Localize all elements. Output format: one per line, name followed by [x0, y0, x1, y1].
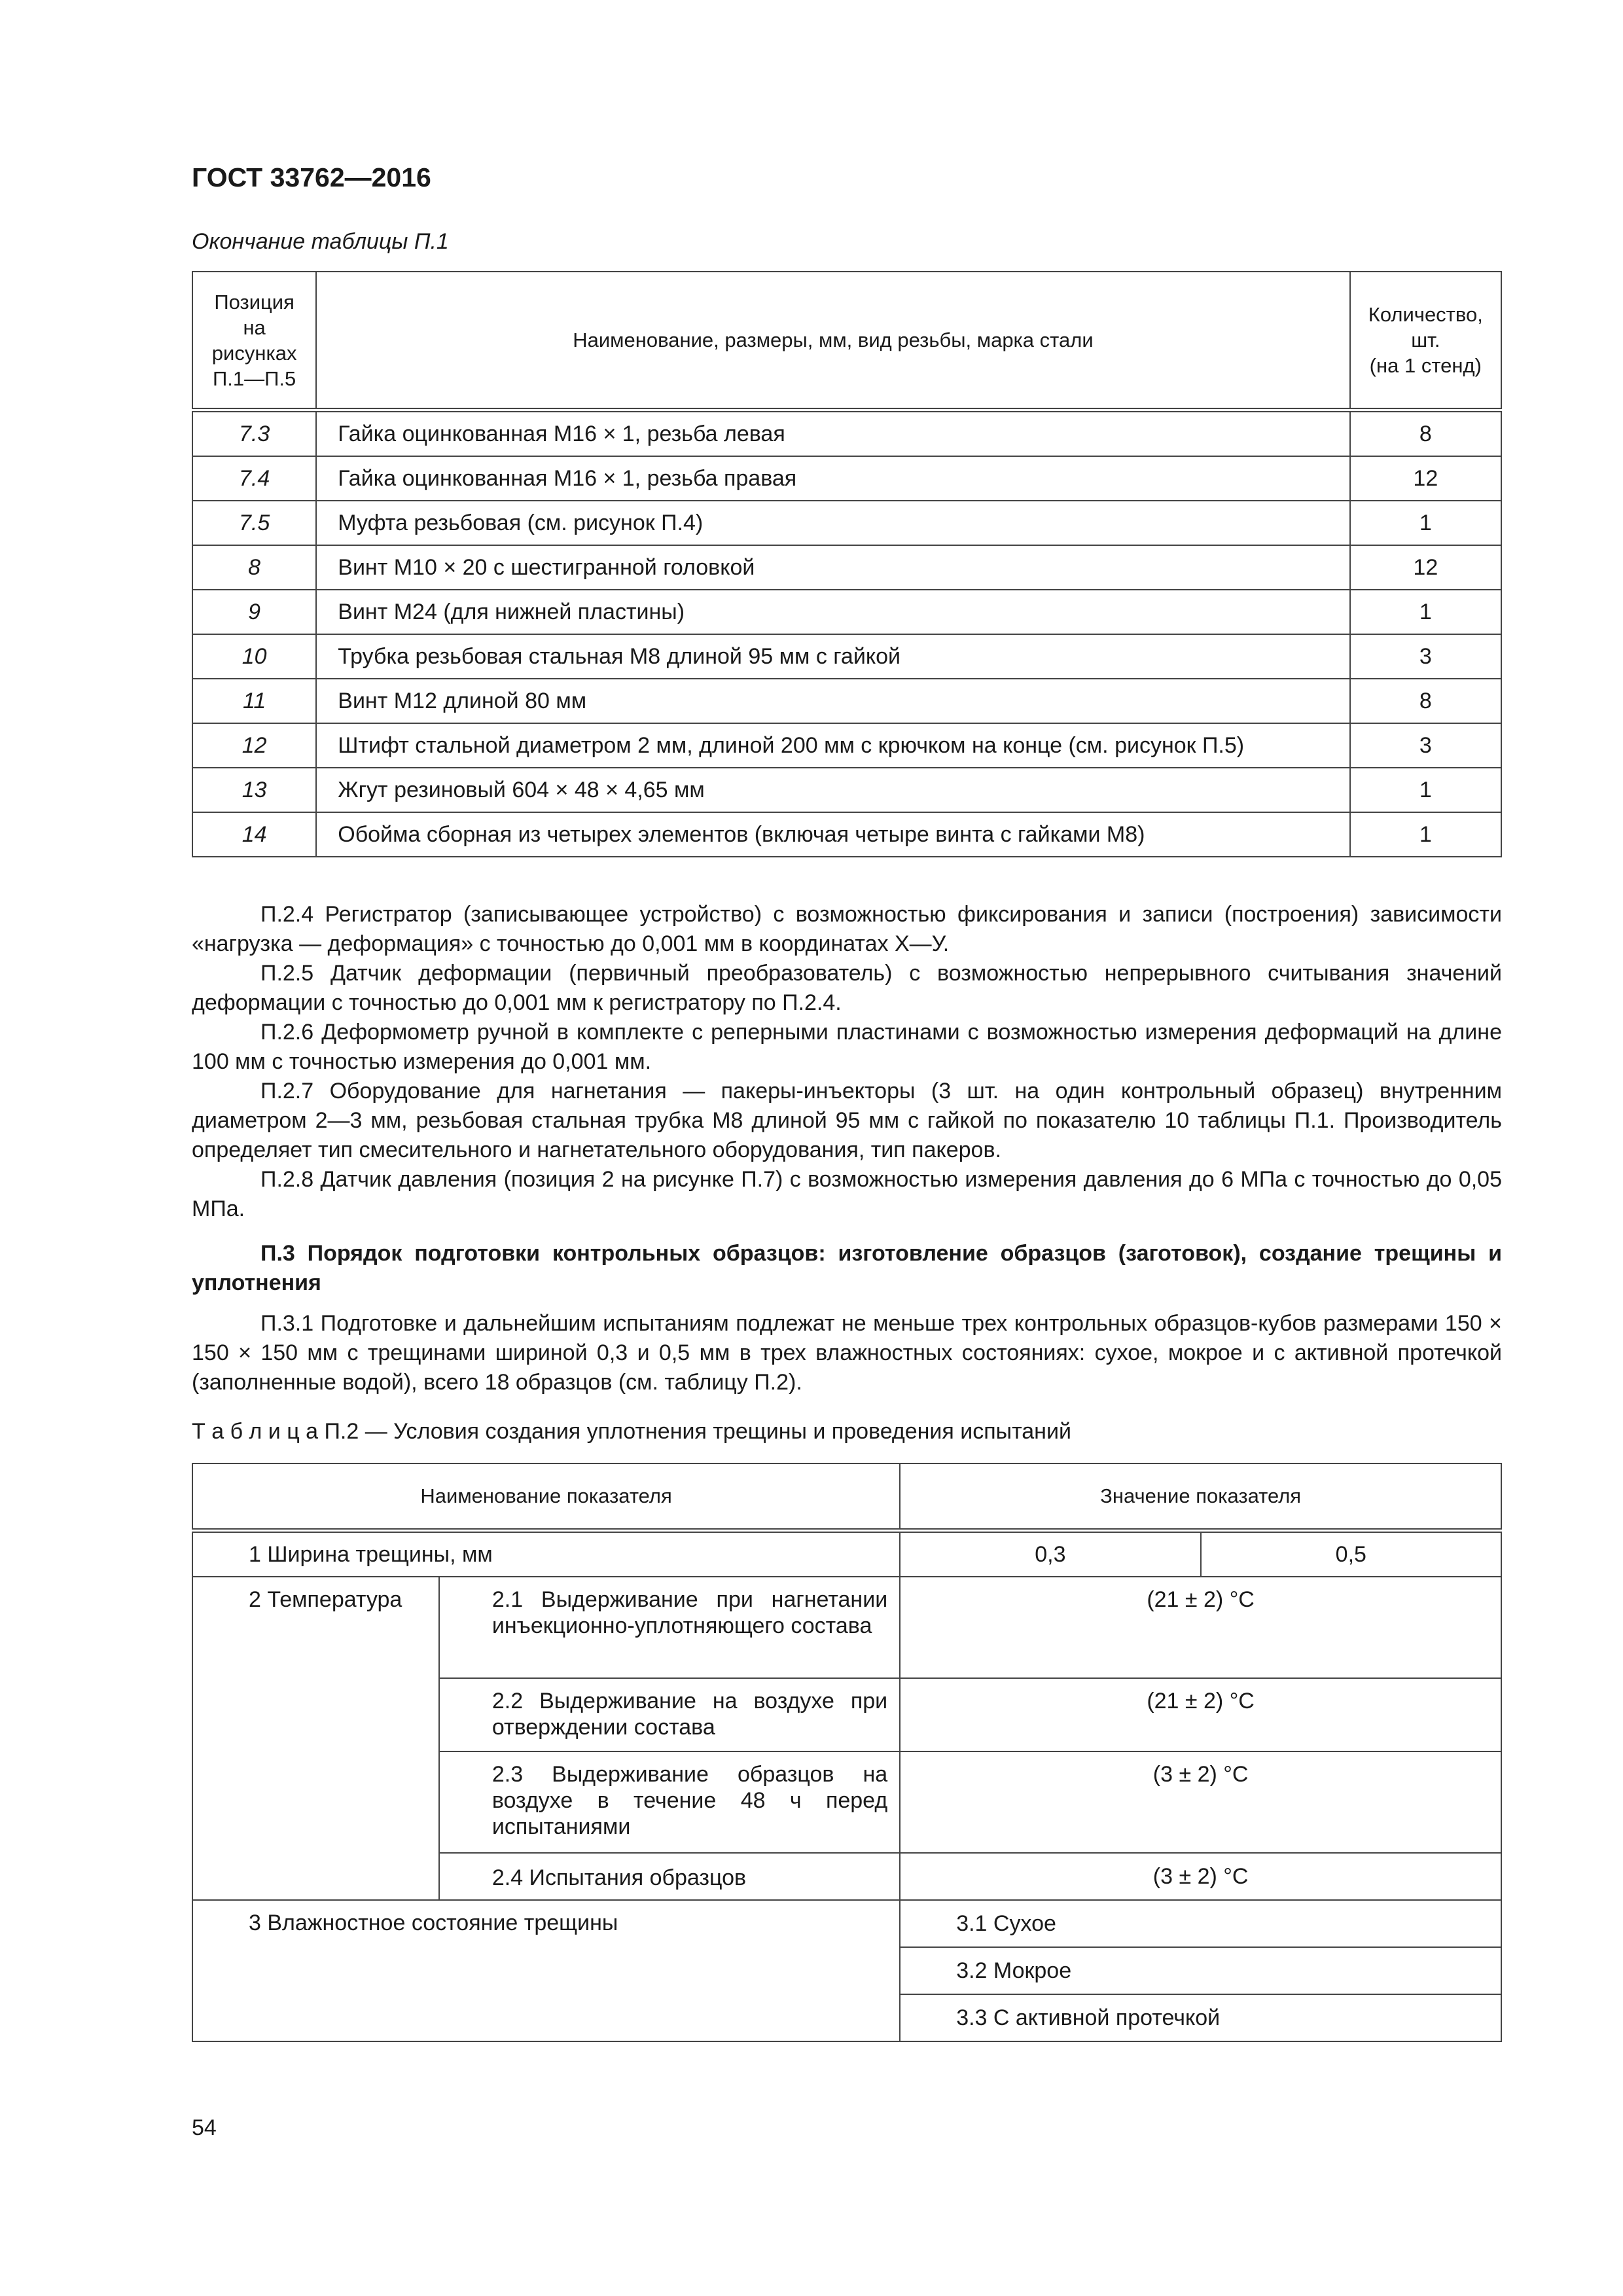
paragraph-p2-7	[192, 1077, 1502, 1165]
parts-table	[192, 271, 1502, 857]
row-position: 13	[192, 768, 316, 812]
table-row	[192, 410, 1501, 457]
table-row	[192, 1900, 1501, 1947]
row-value: 0,5	[1201, 1531, 1501, 1577]
header-indicator: Наименование показателя	[192, 1463, 900, 1531]
row-quantity: 1	[1350, 501, 1501, 545]
paragraph-text: П.2.5 Датчик деформации (первичный преобразователь) с возможностью непрерывного считывания значений деформации с точностью до 0,001 мм к регистратору по П.2.4.	[192, 961, 1502, 1015]
row-position: 10	[192, 634, 316, 679]
row-label: 1 Ширина трещины, мм	[192, 1531, 900, 1577]
row-name: Трубка резьбовая стальная М8 длиной 95 мм с гайкой	[316, 634, 1349, 679]
table-row	[192, 768, 1501, 812]
table-header-row	[192, 1463, 1501, 1531]
paragraph-text: П.2.6 Деформометр ручной в комплекте с реперными пластинами с возможностью измерения деформаций на длине 100 мм с точностью измерения до 0,001 мм.	[192, 1020, 1502, 1074]
header-position-line: П.1—П.5	[212, 367, 296, 390]
row-position: 7.4	[192, 456, 316, 501]
row-quantity: 1	[1350, 590, 1501, 634]
header-value: Значение показателя	[900, 1463, 1501, 1531]
header-position-line: рисунках	[211, 341, 297, 365]
row-position: 12	[192, 723, 316, 768]
row-value: (21 ± 2) °C	[900, 1577, 1501, 1678]
row-position: 11	[192, 679, 316, 723]
table-row	[192, 723, 1501, 768]
table-row	[192, 679, 1501, 723]
row-name: Муфта резьбовая (см. рисунок П.4)	[316, 501, 1349, 545]
sub-row-label: 2.3 Выдерживание образцов на воздухе в течение 48 ч перед испытаниями	[439, 1751, 900, 1853]
section-heading-text: П.3 Порядок подготовки контрольных образцов: изготовление образцов (заготовок), создание трещины и уплотнения	[192, 1241, 1502, 1295]
table-row	[192, 1531, 1501, 1577]
document-id: ГОСТ 33762—2016	[192, 162, 431, 192]
table-row	[192, 812, 1501, 857]
row-position: 14	[192, 812, 316, 857]
header-position-line: Позиция	[214, 290, 294, 314]
row-name: Гайка оцинкованная М16 × 1, резьба правая	[316, 456, 1349, 501]
paragraph-text: П.2.4 Регистратор (записывающее устройство) с возможностью фиксирования и записи (построения) зависимости «нагрузка — деформация» с точностью до 0,001 мм в координатах Х—У.	[192, 902, 1502, 956]
table-row	[192, 545, 1501, 590]
row-quantity: 12	[1350, 456, 1501, 501]
section-heading-p3	[192, 1239, 1502, 1298]
paragraph-p2-4	[192, 900, 1502, 959]
row-quantity: 1	[1350, 768, 1501, 812]
row-label: 3 Влажностное состояние трещины	[192, 1900, 900, 2041]
row-quantity: 12	[1350, 545, 1501, 590]
sub-row-label: 2.2 Выдерживание на воздухе при отверждении состава	[439, 1678, 900, 1751]
table2-caption: Т а б л и ц а П.2 — Условия создания уплотнения трещины и проведения испытаний	[192, 1419, 1071, 1444]
table-continuation-caption: Окончание таблицы П.1	[192, 229, 449, 254]
row-position: 7.3	[192, 410, 316, 457]
table-row	[192, 501, 1501, 545]
paragraph-p3-1	[192, 1309, 1502, 1397]
row-name: Жгут резиновый 604 × 48 × 4,65 мм	[316, 768, 1349, 812]
table-header-row	[192, 272, 1501, 410]
table-row	[192, 1577, 1501, 1678]
row-name: Обойма сборная из четырех элементов (включая четыре винта с гайками М8)	[316, 812, 1349, 857]
row-position: 9	[192, 590, 316, 634]
table-row	[192, 456, 1501, 501]
row-value: (21 ± 2) °C	[900, 1678, 1501, 1751]
row-quantity: 3	[1350, 634, 1501, 679]
paragraph-p2-5	[192, 959, 1502, 1018]
paragraph-p2-8	[192, 1165, 1502, 1224]
row-quantity: 8	[1350, 679, 1501, 723]
sub-row-label: 2.1 Выдерживание при нагнетании инъекционно-уплотняющего состава	[439, 1577, 900, 1678]
header-quantity-line: Количество,	[1368, 303, 1483, 326]
paragraph-text: П.2.7 Оборудование для нагнетания — пакеры-инъекторы (3 шт. на один контрольный образец) внутренним диаметром 2—3 мм, резьбовая стальная трубка М8 длиной 95 мм с гайкой по показателю 10 таблицы П.1. Производитель определяет тип смесительного и нагнетательного оборудования, тип пакеров.	[192, 1079, 1502, 1162]
header-position	[192, 272, 316, 410]
row-quantity: 1	[1350, 812, 1501, 857]
row-quantity: 8	[1350, 410, 1501, 457]
paragraph-p2-6	[192, 1018, 1502, 1077]
row-name: Винт М24 (для нижней пластины)	[316, 590, 1349, 634]
row-value: (3 ± 2) °C	[900, 1853, 1501, 1900]
header-position-line: на	[243, 315, 266, 339]
row-quantity: 3	[1350, 723, 1501, 768]
row-position: 8	[192, 545, 316, 590]
table-row	[192, 634, 1501, 679]
row-name: Гайка оцинкованная М16 × 1, резьба левая	[316, 410, 1349, 457]
header-name: Наименование, размеры, мм, вид резьбы, марка стали	[316, 272, 1349, 410]
row-name: Винт М10 × 20 с шестигранной головкой	[316, 545, 1349, 590]
header-quantity	[1350, 272, 1501, 410]
paragraph-text: П.3.1 Подготовке и дальнейшим испытаниям подлежат не меньше трех контрольных образцов-кубов размерами 150 × 150 × 150 мм с трещинами шириной 0,3 и 0,5 мм в трех влажностных состояниях: сухое, мокрое и с активной протечкой (заполненные водой), всего 18 образцов (см. таблицу П.2).	[192, 1311, 1502, 1395]
sub-row-label: 2.4 Испытания образцов	[439, 1853, 900, 1900]
page-number: 54	[192, 2115, 217, 2140]
row-name: Винт М12 длиной 80 мм	[316, 679, 1349, 723]
row-value: 3.1 Сухое	[900, 1900, 1501, 1947]
row-name: Штифт стальной диаметром 2 мм, длиной 200 мм с крючком на конце (см. рисунок П.5)	[316, 723, 1349, 768]
header-quantity-line: шт.	[1411, 329, 1440, 351]
row-position: 7.5	[192, 501, 316, 545]
row-value: 3.2 Мокрое	[900, 1947, 1501, 1994]
table-row	[192, 590, 1501, 634]
row-label: 2 Температура	[192, 1577, 439, 1900]
conditions-table	[192, 1463, 1502, 2042]
row-value: 0,3	[900, 1531, 1200, 1577]
row-value: (3 ± 2) °C	[900, 1751, 1501, 1853]
header-quantity-line: (на 1 стенд)	[1369, 354, 1482, 377]
paragraph-text: П.2.8 Датчик давления (позиция 2 на рисунке П.7) с возможностью измерения давления до 6 МПа с точностью до 0,05 МПа.	[192, 1167, 1502, 1221]
row-value: 3.3 С активной протечкой	[900, 1994, 1501, 2041]
